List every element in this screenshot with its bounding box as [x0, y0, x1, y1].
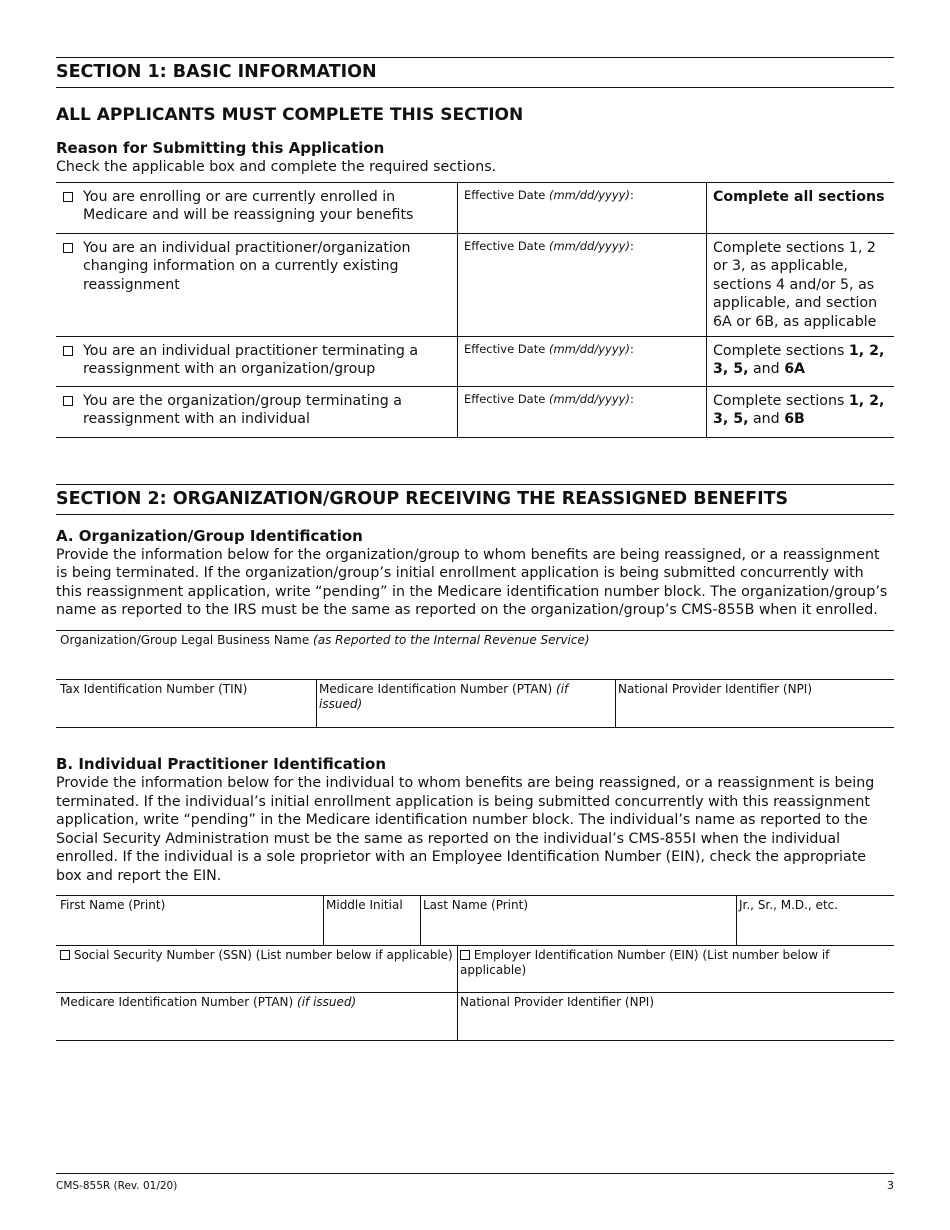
middle-initial-label: Middle Initial	[326, 897, 403, 912]
middle-initial-field[interactable]	[323, 895, 420, 945]
effective-date-label: Effective Date	[464, 187, 549, 202]
effective-date-format: (mm/dd/yyyy)	[548, 238, 630, 253]
required-sections: Complete sections 1, 2, 3, 5, and 6B	[707, 386, 895, 437]
reason-option-text: You are an individual practitioner/organization changing information on a currently existing reassignment	[83, 239, 411, 293]
ssn-field[interactable]	[56, 945, 457, 992]
page-number: 3	[887, 1179, 894, 1192]
section2-heading: SECTION 2: ORGANIZATION/GROUP RECEIVING THE REASSIGNED BENEFITS	[56, 484, 894, 515]
tin-label: Tax Identification Number (TIN)	[60, 681, 248, 696]
reason-title: Reason for Submitting this Application	[56, 139, 385, 157]
legal-name-field[interactable]	[56, 630, 894, 679]
effective-date-field[interactable]	[458, 182, 707, 233]
individual-id-grid	[56, 895, 894, 1041]
ssn-checkbox[interactable]	[60, 950, 70, 960]
org-npi-label: National Provider Identifier (NPI)	[618, 681, 813, 696]
page-footer	[56, 1173, 894, 1192]
ssn-label: Social Security Number (SSN) (List number below if applicable)	[73, 947, 453, 962]
partB-title: B. Individual Practitioner Identification	[56, 754, 387, 773]
reason-option	[56, 233, 458, 336]
last-name-label: Last Name (Print)	[423, 897, 528, 912]
reason-table	[56, 182, 894, 438]
effective-date-colon: :	[629, 238, 634, 253]
reason-checkbox[interactable]	[63, 243, 73, 253]
reason-row	[56, 233, 894, 336]
first-name-field[interactable]	[56, 895, 323, 945]
suffix-field[interactable]	[736, 895, 894, 945]
effective-date-format: (mm/dd/yyyy)	[548, 391, 630, 406]
org-ptan-field[interactable]	[316, 679, 616, 728]
org-ptan-note: (if issued)	[319, 681, 569, 711]
reason-row	[56, 182, 894, 233]
effective-date-label: Effective Date	[464, 341, 549, 356]
reason-checkbox[interactable]	[63, 346, 73, 356]
effective-date-colon: :	[629, 341, 634, 356]
effective-date-format: (mm/dd/yyyy)	[548, 187, 630, 202]
effective-date-label: Effective Date	[464, 238, 549, 253]
reason-option	[56, 182, 458, 233]
effective-date-colon: :	[629, 187, 634, 202]
effective-date-field[interactable]	[458, 386, 707, 437]
reason-instruction: Check the applicable box and complete the required sections.	[56, 159, 497, 175]
legal-name-note: (as Reported to the Internal Revenue Service)	[313, 632, 590, 647]
required-sections: Complete sections 1, 2 or 3, as applicable, sections 4 and/or 5, as applicable, and section 6A or 6B, as applicable	[707, 233, 895, 336]
reason-checkbox[interactable]	[63, 396, 73, 406]
section1-heading: SECTION 1: BASIC INFORMATION	[56, 57, 894, 88]
ein-field[interactable]	[457, 945, 894, 992]
reason-option	[56, 336, 458, 386]
individual-ptan-field[interactable]	[56, 992, 457, 1041]
org-npi-field[interactable]	[615, 679, 894, 728]
last-name-field[interactable]	[420, 895, 736, 945]
reason-checkbox[interactable]	[63, 192, 73, 202]
partB-body: Provide the information below for the individual to whom benefits are being reassigned, or a reassignment is being terminated. If the individual’s initial enrollment application is being submitted concurrently with this reassignment application, write “pending” in the Medicare identification number block. The individual’s name as reported to the Social Security Administration must be the same as reported on the individual’s CMS-855I when the individual enrolled. If the individual is a sole proprietor with an Employee Identification Number (EIN), check the appropriate box and report the EIN.	[56, 774, 875, 884]
effective-date-field[interactable]	[458, 233, 707, 336]
effective-date-field[interactable]	[458, 336, 707, 386]
reason-row	[56, 386, 894, 437]
org-id-grid	[56, 630, 894, 728]
effective-date-colon: :	[629, 391, 634, 406]
first-name-label: First Name (Print)	[60, 897, 166, 912]
effective-date-format: (mm/dd/yyyy)	[548, 341, 630, 356]
reason-option	[56, 386, 458, 437]
individual-ptan-note: (if issued)	[297, 994, 357, 1009]
reason-option-text: You are an individual practitioner terminating a reassignment with an organization/group	[83, 342, 419, 378]
tin-field[interactable]	[56, 679, 316, 728]
required-sections: Complete sections 1, 2, 3, 5, and 6A	[707, 336, 895, 386]
reason-option-text: You are the organization/group terminating a reassignment with an individual	[83, 392, 402, 428]
form-id: CMS-855R (Rev. 01/20)	[56, 1180, 178, 1192]
reason-row	[56, 336, 894, 386]
reason-option-text: You are enrolling or are currently enrolled in Medicare and will be reassigning your benefits	[83, 188, 414, 224]
ein-label: Employer Identification Number (EIN) (List number below if applicable)	[460, 947, 830, 977]
suffix-label: Jr., Sr., M.D., etc.	[739, 897, 839, 912]
form-page	[56, 57, 894, 1041]
effective-date-label: Effective Date	[464, 391, 549, 406]
individual-npi-field[interactable]	[457, 992, 894, 1041]
individual-ptan-label: Medicare Identification Number (PTAN)	[60, 994, 298, 1009]
legal-name-label: Organization/Group Legal Business Name	[60, 632, 314, 647]
section1-subheading: ALL APPLICANTS MUST COMPLETE THIS SECTION	[56, 105, 524, 125]
required-sections: Complete all sections	[707, 182, 895, 233]
individual-npi-label: National Provider Identifier (NPI)	[460, 994, 655, 1009]
partA-body: Provide the information below for the organization/group to whom benefits are being reassigned, or a reassignment is being terminated. If the organization/group’s initial enrollment application is being submitted concurrently with this reassignment application, write “pending” in the Medicare identification number block. The organization/group’s name as reported to the IRS must be the same as reported on the organization/group’s CMS-855B when it enrolled.	[56, 546, 888, 619]
ein-checkbox[interactable]	[460, 950, 470, 960]
partA-title: A. Organization/Group Identification	[56, 526, 363, 545]
org-ptan-label: Medicare Identification Number (PTAN)	[319, 681, 557, 696]
